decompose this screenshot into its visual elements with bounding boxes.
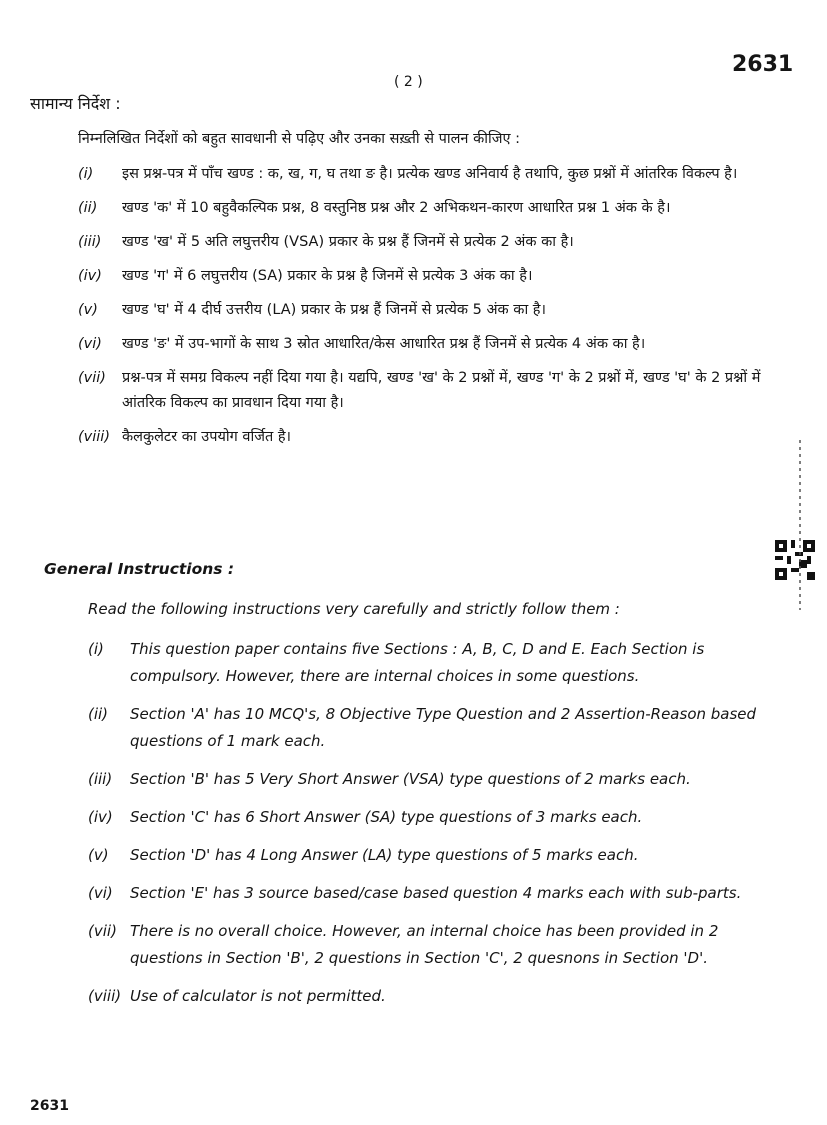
item-text: खण्ड 'ङ' में उप-भागों के साथ 3 स्रोत आधारित/केस आधारित प्रश्न हैं जिनमें से प्रत्येक 4 अंक का है। — [122, 336, 646, 352]
list-item — [78, 425, 790, 450]
item-number: (vi) — [88, 884, 113, 902]
item-number: (iv) — [88, 808, 113, 826]
item-text: खण्ड 'घ' में 4 दीर्घ उत्तरीय (LA) प्रकार के प्रश्न हैं जिनमें से प्रत्येक 5 अंक का है। — [122, 302, 546, 318]
scan-edge-mark — [798, 440, 802, 610]
list-item — [88, 701, 778, 755]
hindi-instructions-intro: निम्नलिखित निर्देशों को बहुत सावधानी से पढ़िए और उनका सख़्ती से पालन कीजिए : — [78, 131, 521, 147]
item-number: (iv) — [78, 268, 102, 284]
item-number: (viii) — [88, 987, 122, 1005]
item-number: (iii) — [78, 234, 102, 250]
qr-code-icon — [775, 540, 815, 580]
hindi-instructions-list — [78, 162, 790, 459]
list-item — [78, 162, 790, 187]
item-text: Section 'E' has 3 source based/case based question 4 marks each with sub-parts. — [130, 884, 742, 902]
item-number: (vii) — [78, 370, 106, 386]
item-text: कैलकुलेटर का उपयोग वर्जित है। — [122, 429, 292, 445]
list-item — [88, 918, 778, 972]
list-item — [78, 230, 790, 255]
item-text: There is no overall choice. However, an internal choice has been provided in 2 questions in Section 'B', 2 questions in Section 'C', 2 quesnons in Section 'D'. — [130, 922, 719, 967]
item-text: Section 'D' has 4 Long Answer (LA) type questions of 5 marks each. — [130, 846, 639, 864]
item-text: खण्ड 'ग' में 6 लघुत्तरीय (SA) प्रकार के प्रश्न है जिनमें से प्रत्येक 3 अंक का है। — [122, 268, 533, 284]
item-number: (ii) — [78, 200, 98, 216]
list-item — [88, 983, 778, 1010]
item-number: (i) — [88, 640, 104, 658]
english-instructions-heading: General Instructions : — [44, 560, 235, 578]
item-text: Use of calculator is not permitted. — [130, 987, 386, 1005]
list-item — [88, 804, 778, 831]
item-text: This question paper contains five Sections : A, B, C, D and E. Each Section is compulsory. However, there are internal choices in some questions. — [130, 640, 705, 685]
item-text: खण्ड 'ख' में 5 अति लघुत्तरीय (VSA) प्रकार के प्रश्न हैं जिनमें से प्रत्येक 2 अंक का है। — [122, 234, 574, 250]
list-item — [78, 264, 790, 289]
item-number: (v) — [78, 302, 98, 318]
item-text: Section 'A' has 10 MCQ's, 8 Objective Type Question and 2 Assertion-Reason based questions of 1 mark each. — [130, 705, 757, 750]
list-item — [78, 298, 790, 323]
list-item — [88, 766, 778, 793]
item-number: (viii) — [78, 429, 110, 445]
item-number: (v) — [88, 846, 109, 864]
list-item — [78, 332, 790, 357]
list-item — [78, 366, 790, 416]
english-instructions-intro: Read the following instructions very carefully and strictly follow them : — [88, 600, 620, 618]
list-item — [78, 196, 790, 221]
paper-code-bottom: 2631 — [30, 1098, 69, 1114]
hindi-instructions-heading: सामान्य निर्देश : — [30, 94, 121, 113]
paper-code-top: 2631 — [732, 52, 794, 77]
item-text: प्रश्न-पत्र में समग्र विकल्प नहीं दिया गया है। यद्यपि, खण्ड 'ख' के 2 प्रश्नों में, खण्ड 'ग' के 2 प्रश्नों में, खण्ड 'घ' के 2 प्रश्नों में आंतरिक विकल्प का प्रावधान दिया गया है। — [122, 370, 761, 411]
item-text: इस प्रश्न-पत्र में पाँच खण्ड : क, ख, ग, घ तथा ङ है। प्रत्येक खण्ड अनिवार्य है तथापि, कुछ प्रश्नों में आंतरिक विकल्प है। — [122, 166, 738, 182]
english-instructions-list — [88, 636, 778, 1021]
list-item — [88, 880, 778, 907]
item-text: Section 'B' has 5 Very Short Answer (VSA) type questions of 2 marks each. — [130, 770, 691, 788]
list-item — [88, 842, 778, 869]
item-number: (ii) — [88, 705, 109, 723]
item-number: (i) — [78, 166, 94, 182]
list-item — [88, 636, 778, 690]
item-text: खण्ड 'क' में 10 बहुवैकल्पिक प्रश्न, 8 वस्तुनिष्ठ प्रश्न और 2 अभिकथन-कारण आधारित प्रश्न 1 अंक के है। — [122, 200, 671, 216]
item-number: (vii) — [88, 922, 117, 940]
page-number: ( 2 ) — [394, 74, 423, 90]
item-text: Section 'C' has 6 Short Answer (SA) type questions of 3 marks each. — [130, 808, 643, 826]
item-number: (iii) — [88, 770, 113, 788]
item-number: (vi) — [78, 336, 102, 352]
